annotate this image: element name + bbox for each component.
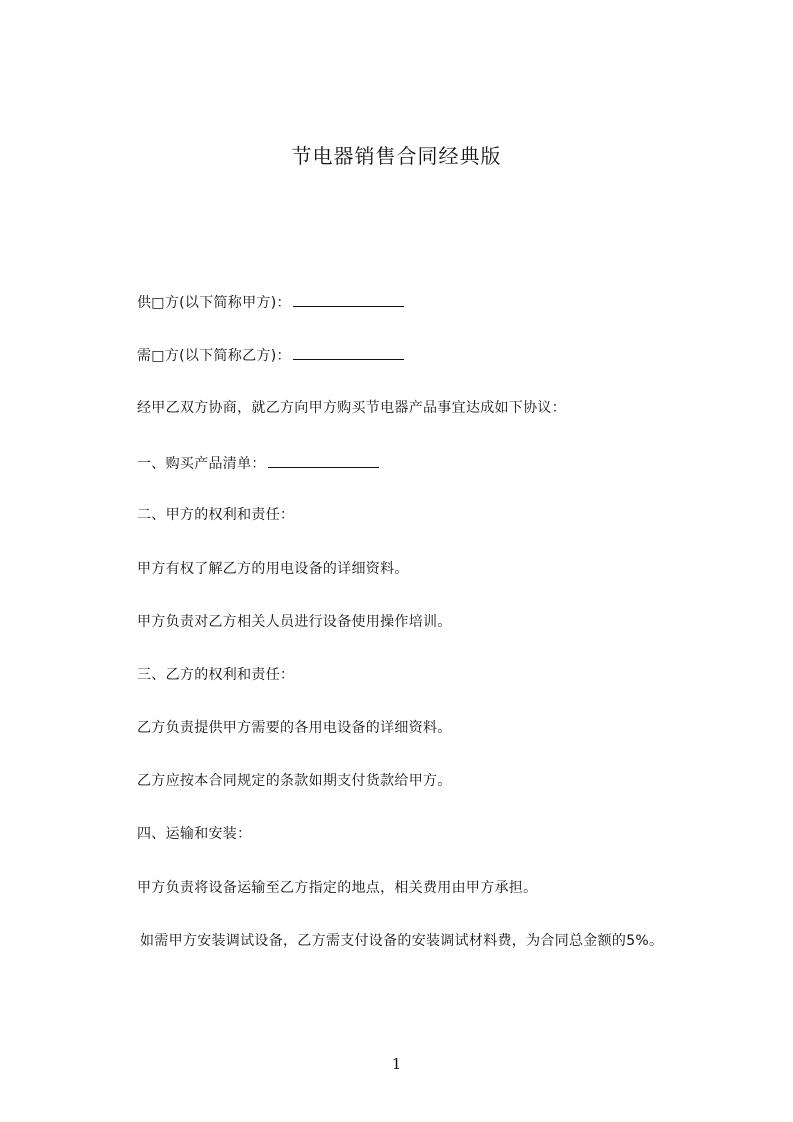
section3-item2: 乙方应按本合同规定的条款如期支付货款给甲方。 [137,773,452,789]
section2-item2: 甲方负责对乙方相关人员进行设备使用操作培训。 [137,614,452,630]
product-list-blank [268,452,379,468]
section3-heading: 三、乙方的权利和责任： [137,667,295,683]
section2-item1: 甲方有权了解乙方的用电设备的详细资料。 [137,561,409,577]
page-number: 1 [391,1055,402,1073]
buyer-line [137,344,404,366]
section3-item1: 乙方负责提供甲方需要的各用电设备的详细资料。 [137,720,452,736]
supplier-label: 供□方(以下简称甲方)： [137,295,291,311]
section1-line [137,452,379,474]
section4-item2: 如需甲方安装调试设备，乙方需支付设备的安装调试材料费，为合同总金额的5%。 [140,933,664,949]
section2-heading: 二、甲方的权利和责任： [137,507,295,523]
section1-heading: 一、购买产品清单： [137,456,266,472]
section4-heading: 四、运输和安装： [137,826,252,842]
buyer-blank [293,344,404,360]
document-title: 节电器销售合同经典版 [291,144,502,168]
section4-item1: 甲方负责将设备运输至乙方指定的地点，相关费用由甲方承担。 [137,880,538,896]
supplier-line [137,291,404,313]
preamble: 经甲乙双方协商，就乙方向甲方购买节电器产品事宜达成如下协议： [137,400,566,416]
buyer-label: 需□方(以下简称乙方)： [137,348,291,364]
supplier-blank [293,291,404,307]
